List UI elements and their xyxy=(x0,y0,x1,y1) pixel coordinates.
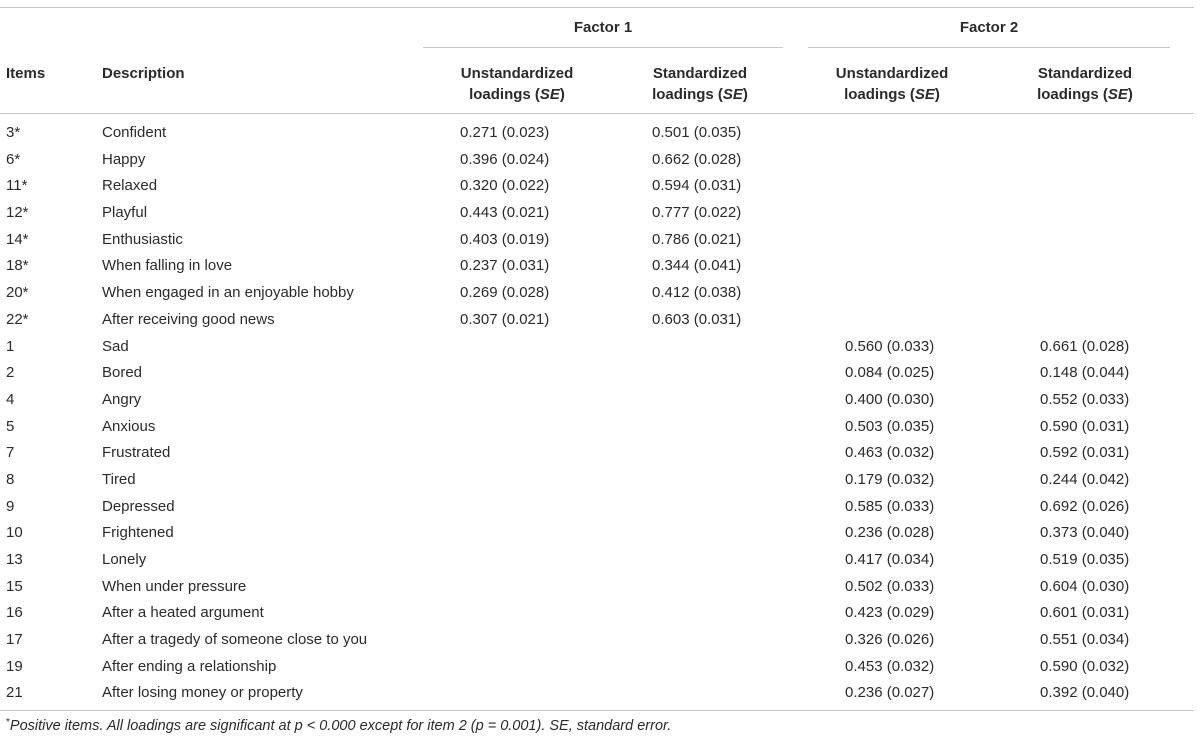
description-cell: Lonely xyxy=(102,551,147,568)
factor2-unstd-cell: 0.453 (0.032) xyxy=(845,657,935,675)
factor2-std-cell: 0.551 (0.034) xyxy=(1040,631,1130,649)
description-cell: When engaged in an enjoyable hobby xyxy=(102,284,354,302)
factor2-unstandardized-header: Unstandardized loadings (SE) xyxy=(835,65,949,103)
description-cell: After a heated argument xyxy=(102,604,264,622)
item-cell: 3* xyxy=(6,124,21,141)
table-row xyxy=(0,467,1200,494)
factor2-std-cell: 0.604 (0.030) xyxy=(1040,577,1130,595)
items-column-header: Items xyxy=(6,65,46,82)
description-cell: Playful xyxy=(102,204,148,222)
table-row xyxy=(0,200,1200,227)
table-row xyxy=(0,414,1200,441)
factor2-rule xyxy=(808,47,1170,48)
table-row xyxy=(0,494,1200,521)
factor1-standardized-header: Standardized loadings (SE) xyxy=(652,65,748,103)
item-cell: 10 xyxy=(6,524,23,542)
factor2-unstd-cell: 0.400 (0.030) xyxy=(845,390,935,408)
header-loadings: loadings xyxy=(652,86,714,103)
factor2-std-cell: 0.590 (0.032) xyxy=(1040,657,1130,675)
factor1-unstd-cell: 0.396 (0.024) xyxy=(460,150,550,168)
factor2-std-cell: 0.601 (0.031) xyxy=(1040,604,1130,622)
table-row xyxy=(0,440,1200,467)
table-row xyxy=(0,253,1200,280)
factor2-unstd-cell: 0.179 (0.032) xyxy=(845,470,935,488)
factor2-unstd-cell: 0.326 (0.026) xyxy=(845,631,935,649)
table-row xyxy=(0,147,1200,174)
item-cell: 2 xyxy=(6,364,15,382)
factor1-std-cell: 0.777 (0.022) xyxy=(652,204,742,222)
description-cell: After a tragedy of someone close to you xyxy=(102,631,368,649)
item-cell: 9 xyxy=(6,497,15,515)
table-row xyxy=(0,680,1200,707)
item-cell: 6* xyxy=(6,150,21,168)
bottom-rule xyxy=(0,710,1194,711)
description-cell: Frustrated xyxy=(102,444,171,462)
factor2-unstd-cell: 0.236 (0.028) xyxy=(845,524,935,542)
item-cell: 14* xyxy=(6,230,29,248)
description-cell: Angry xyxy=(102,390,142,408)
header-se: SE xyxy=(539,86,560,103)
factor2-unstd-cell: 0.560 (0.033) xyxy=(845,337,935,355)
description-cell: Frightened xyxy=(102,524,174,542)
factor1-std-cell: 0.344 (0.041) xyxy=(652,257,742,275)
description-cell: Relaxed xyxy=(102,177,158,195)
factor2-unstd-cell: 0.585 (0.033) xyxy=(845,497,935,515)
factor2-standardized-header: Standardized loadings (SE) xyxy=(1037,65,1133,103)
factor1-unstd-cell: 0.403 (0.019) xyxy=(460,230,550,248)
factor2-header: Factor 2 xyxy=(959,19,1019,36)
header-line1: Standardized xyxy=(652,65,748,82)
factor2-unstd-cell: 0.084 (0.025) xyxy=(845,364,935,382)
factor1-unstd-cell: 0.271 (0.023) xyxy=(460,124,550,141)
factor2-std-cell: 0.552 (0.033) xyxy=(1040,390,1130,408)
item-cell: 18* xyxy=(6,257,29,275)
table-body xyxy=(0,120,1200,707)
description-cell: After receiving good news xyxy=(102,310,275,328)
description-cell: Tired xyxy=(102,470,136,488)
item-cell: 20* xyxy=(6,284,29,302)
item-cell: 15 xyxy=(6,577,23,595)
item-cell: 4 xyxy=(6,390,15,408)
factor1-std-cell: 0.412 (0.038) xyxy=(652,284,742,302)
header-se: SE xyxy=(914,86,935,103)
factor1-std-cell: 0.501 (0.035) xyxy=(652,124,742,141)
factor2-unstd-cell: 0.503 (0.035) xyxy=(845,417,935,435)
factor1-unstd-cell: 0.307 (0.021) xyxy=(460,310,550,328)
factor1-unstandardized-header: Unstandardized loadings (SE) xyxy=(460,65,574,103)
factor2-unstd-cell: 0.502 (0.033) xyxy=(845,577,935,595)
top-rule xyxy=(0,7,1194,8)
table-row xyxy=(0,387,1200,414)
item-cell: 21 xyxy=(6,684,23,702)
description-cell: When falling in love xyxy=(102,257,233,275)
factor2-std-cell: 0.373 (0.040) xyxy=(1040,524,1130,542)
header-bottom-rule xyxy=(0,113,1194,114)
factor1-unstd-cell: 0.269 (0.028) xyxy=(460,284,550,302)
factor1-std-cell: 0.603 (0.031) xyxy=(652,310,742,328)
factor1-std-cell: 0.786 (0.021) xyxy=(652,230,742,248)
item-cell: 1 xyxy=(6,337,15,355)
description-cell: After ending a relationship xyxy=(102,657,277,675)
factor2-std-cell: 0.661 (0.028) xyxy=(1040,337,1130,355)
factor1-rule xyxy=(423,47,783,48)
factor1-unstd-cell: 0.443 (0.021) xyxy=(460,204,550,222)
description-cell: After losing money or property xyxy=(102,684,303,702)
factor2-std-cell: 0.392 (0.040) xyxy=(1040,684,1130,702)
factor2-std-cell: 0.592 (0.031) xyxy=(1040,444,1130,462)
item-cell: 16 xyxy=(6,604,23,622)
table-row xyxy=(0,334,1200,361)
factor2-unstd-cell: 0.236 (0.027) xyxy=(845,684,935,702)
header-line1: Standardized xyxy=(1037,65,1133,82)
description-column-header: Description xyxy=(102,65,185,82)
header-loadings: loadings xyxy=(844,86,906,103)
header-line1: Unstandardized xyxy=(460,65,574,82)
item-cell: 17 xyxy=(6,631,23,649)
description-cell: Bored xyxy=(102,364,143,382)
header-line1: Unstandardized xyxy=(835,65,949,82)
table-row xyxy=(0,574,1200,601)
item-cell: 7 xyxy=(6,444,15,462)
factor2-std-cell: 0.519 (0.035) xyxy=(1040,551,1130,568)
table-row xyxy=(0,173,1200,200)
description-cell: Sad xyxy=(102,337,129,355)
factor2-unstd-cell: 0.463 (0.032) xyxy=(845,444,935,462)
header-loadings: loadings xyxy=(1037,86,1099,103)
factor1-header: Factor 1 xyxy=(573,19,633,36)
factor1-std-cell: 0.662 (0.028) xyxy=(652,150,742,168)
table-row xyxy=(0,654,1200,681)
table-footnote xyxy=(6,717,671,734)
item-cell: 8 xyxy=(6,470,15,488)
table-row xyxy=(0,520,1200,547)
item-cell: 22* xyxy=(6,310,29,328)
header-se: SE xyxy=(1107,86,1128,103)
table-row xyxy=(0,227,1200,254)
factor2-std-cell: 0.148 (0.044) xyxy=(1040,364,1130,382)
description-cell: Depressed xyxy=(102,497,175,515)
factor2-unstd-cell: 0.417 (0.034) xyxy=(845,551,935,568)
item-cell: 13 xyxy=(6,551,23,568)
table-row xyxy=(0,280,1200,307)
factor1-unstd-cell: 0.237 (0.031) xyxy=(460,257,550,275)
item-cell: 19 xyxy=(6,657,23,675)
description-cell: Confident xyxy=(102,124,167,141)
description-cell: Anxious xyxy=(102,417,156,435)
item-cell: 5 xyxy=(6,417,15,435)
item-cell: 12* xyxy=(6,204,29,222)
factor1-unstd-cell: 0.320 (0.022) xyxy=(460,177,550,195)
table-row xyxy=(0,547,1200,574)
table-row xyxy=(0,120,1200,147)
table-row xyxy=(0,627,1200,654)
table-row xyxy=(0,360,1200,387)
footnote-text: Positive items. All loadings are significant at p < 0.000 except for item 2 (p = 0.001). SE, standard error. xyxy=(9,718,672,734)
factor2-std-cell: 0.590 (0.031) xyxy=(1040,417,1130,435)
table-row xyxy=(0,307,1200,334)
footnote-marker: * xyxy=(6,717,10,728)
description-cell: Enthusiastic xyxy=(102,230,183,248)
item-cell: 11* xyxy=(6,177,28,195)
header-loadings: loadings xyxy=(469,86,531,103)
description-cell: Happy xyxy=(102,150,146,168)
factor2-std-cell: 0.692 (0.026) xyxy=(1040,497,1130,515)
factor1-std-cell: 0.594 (0.031) xyxy=(652,177,742,195)
header-se: SE xyxy=(722,86,743,103)
factor2-std-cell: 0.244 (0.042) xyxy=(1040,470,1130,488)
description-cell: When under pressure xyxy=(102,577,247,595)
factor2-unstd-cell: 0.423 (0.029) xyxy=(845,604,935,622)
table-row xyxy=(0,600,1200,627)
